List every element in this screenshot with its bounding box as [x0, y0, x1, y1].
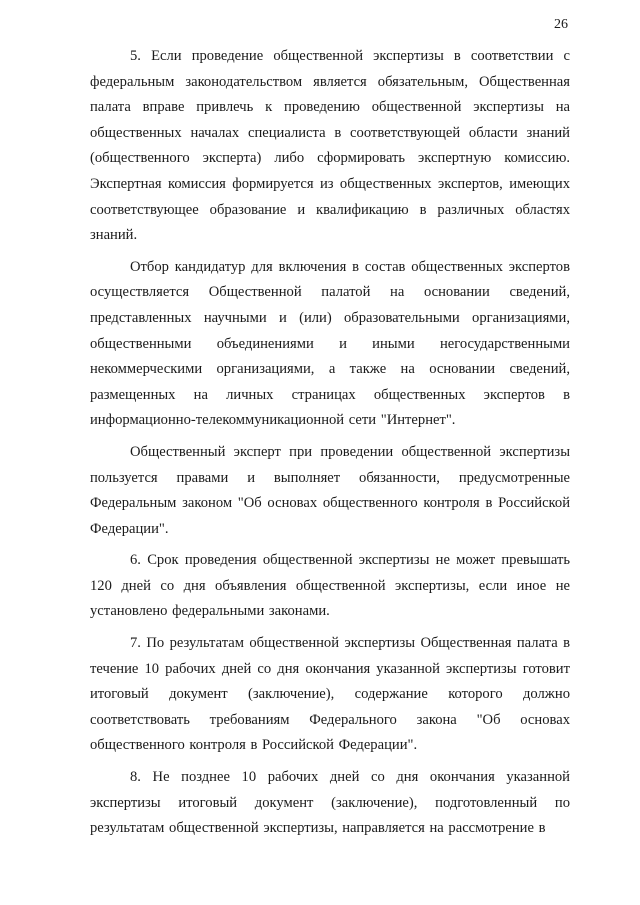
page-number: 26 — [554, 17, 568, 32]
paragraph-expert-rights: Общественный эксперт при проведении общественной экспертизы пользуется правами и выполняет обязанности, предусмотренные Федеральным законом "Об основах общественного контроля в Российской Федерации". — [90, 443, 570, 537]
paragraph-8-submission: 8. Не позднее 10 рабочих дней со дня окончания указанной экспертизы итоговый документ (заключение), подготовленный по результатам общественной экспертизы, направляется на рассмотрение в — [90, 769, 570, 837]
paragraph-5-expert-commission: 5. Если проведение общественной экспертизы в соответствии с федеральным законодательством является обязательным, Общественная палата вправе привлечь к проведению общественной экспертизы на общественных началах специалиста в соответствующей области знаний (общественного эксперта) либо сформировать экспертную комиссию. Экспертная комиссия формируется из общественных экспертов, имеющих соответствующее образование и квалификацию в различных областях знаний. — [90, 48, 570, 244]
paragraph-6-expertise-term: 6. Срок проведения общественной экспертизы не может превышать 120 дней со дня объявления общественной экспертизы, если иное не установлено федеральными законами. — [90, 552, 570, 620]
paragraph-7-final-document: 7. По результатам общественной экспертизы Общественная палата в течение 10 рабочих дней со дня окончания указанной экспертизы готовит итоговый документ (заключение), содержание которого должно соответствовать требованиям Федерального закона "Об основах общественного контроля в Российской Федерации". — [90, 635, 570, 754]
paragraph-expert-selection: Отбор кандидатур для включения в состав общественных экспертов осуществляется Общественной палатой на основании сведений, представленных научными и (или) образовательными организациями, общественными объединениями и иными негосударственными некоммерческими организациями, а также на основании сведений, размещенных на личных страницах общественных экспертов в информационно-телекоммуникационной сети "Интернет". — [90, 258, 570, 429]
document-body — [90, 44, 570, 848]
